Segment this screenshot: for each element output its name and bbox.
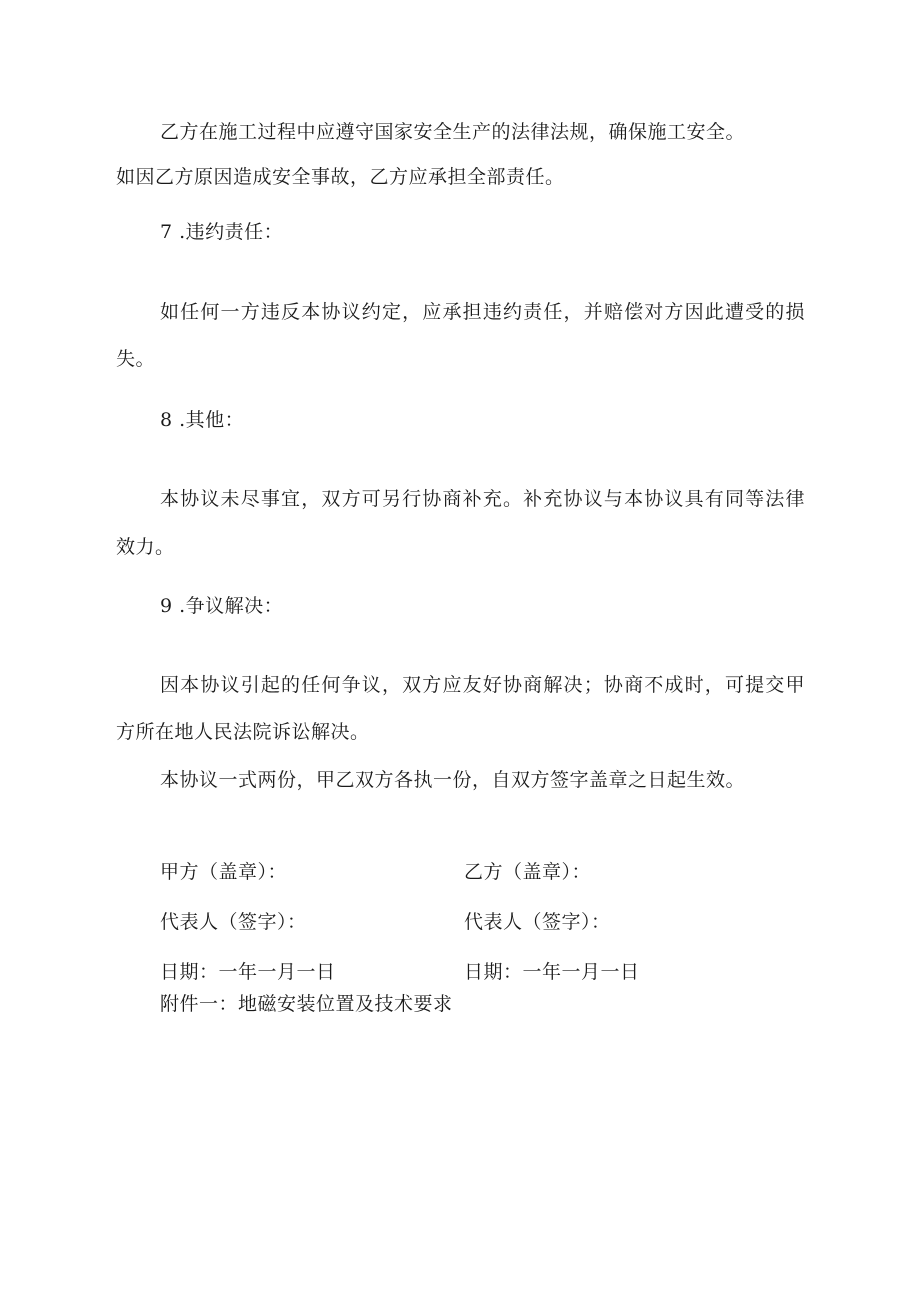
paragraph-other-line1: 本协议未尽事宜，双方可另行协商补充。补充协议与本协议具有同等法律: [160, 488, 805, 510]
paragraph-breach-line1: 如任何一方违反本协议约定，应承担违约责任，并赔偿对方因此遭受的损: [160, 301, 805, 323]
paragraph-other-line2: 效力。: [116, 536, 175, 558]
party-b-representative-label: 代表人（签字）：: [464, 911, 611, 933]
attachment-title: 附件一：地磁安装位置及技术要求: [160, 993, 453, 1015]
section-7-heading: 7 .违约责任：: [160, 221, 284, 243]
section-8-heading: 8 .其他：: [160, 409, 245, 431]
paragraph-safety-line2: 如因乙方原因造成安全事故，乙方应承担全部责任。: [116, 166, 565, 188]
party-b-seal-label: 乙方（盖章）：: [464, 861, 592, 883]
paragraph-effect: 本协议一式两份，甲乙双方各执一份，自双方签字盖章之日起生效。: [160, 769, 746, 791]
paragraph-dispute-line2: 方所在地人民法院诉讼解决。: [116, 721, 370, 743]
paragraph-safety-line1: 乙方在施工过程中应遵守国家安全生产的法律法规，确保施工安全。: [160, 121, 746, 143]
paragraph-breach-line2: 失。: [116, 348, 156, 370]
party-b-date-label: 日期：一年一月一日: [464, 961, 640, 983]
party-a-representative-label: 代表人（签字）：: [160, 911, 307, 933]
paragraph-dispute-line1: 因本协议引起的任何争议，双方应友好协商解决；协商不成时，可提交甲: [160, 674, 805, 696]
section-9-heading: 9 .争议解决：: [160, 595, 284, 617]
party-a-date-label: 日期：一年一月一日: [160, 961, 336, 983]
party-a-seal-label: 甲方（盖章）：: [160, 861, 288, 883]
